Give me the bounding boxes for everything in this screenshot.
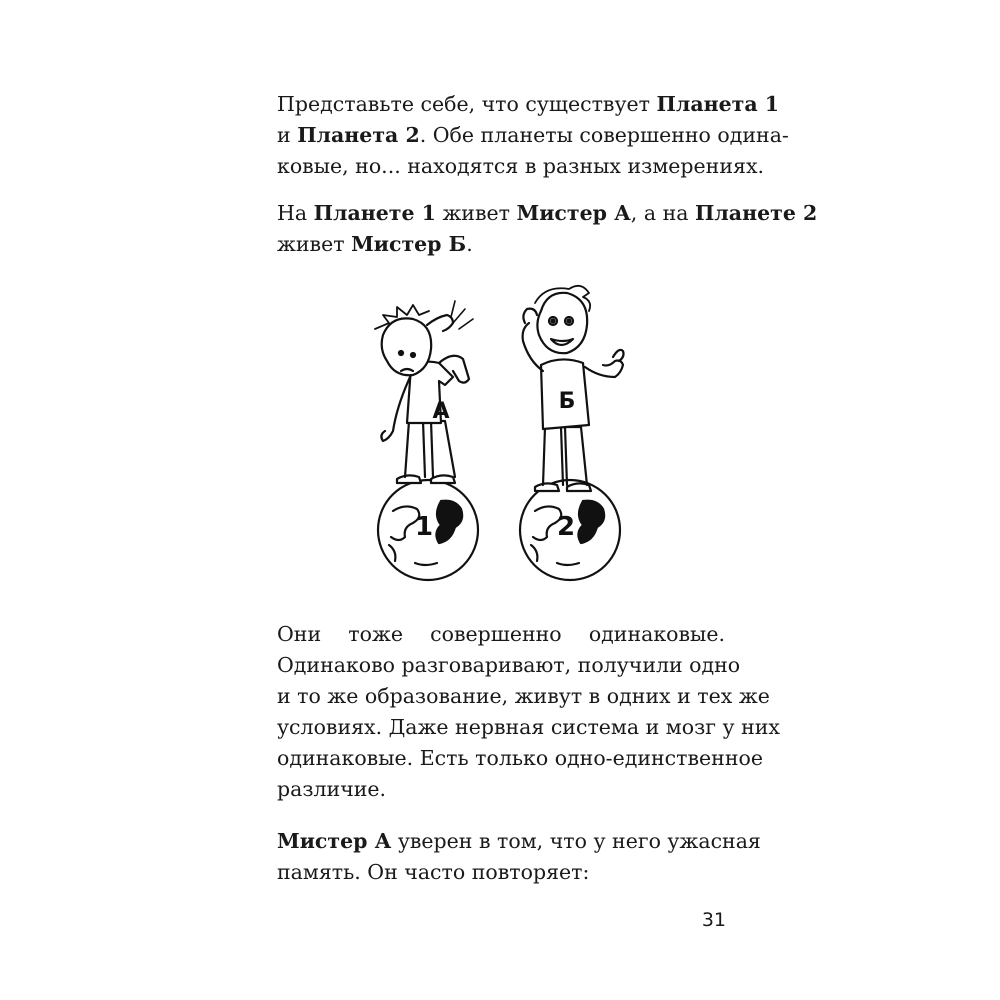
text-line: Одинаково разговаривают, получили одно (277, 653, 741, 677)
text-line: память. Он часто повторяет: (277, 860, 590, 884)
page-number: 31 (701, 909, 726, 931)
text-line (277, 120, 789, 151)
person-b-label: Б (558, 389, 576, 414)
text-line: различие. (277, 777, 387, 801)
text-span: уверен в том, что у него ужасная (391, 829, 761, 853)
text-span: Представьте себе, что существует (277, 92, 657, 116)
text-line: и то же образование, живут в одних и тех же (277, 684, 770, 708)
text-span: , а на (630, 201, 695, 225)
text-line: Они тоже совершенно одинаковые. (277, 622, 725, 646)
text-span: . Обе планеты совершенно одина- (419, 123, 789, 147)
paragraph-identical (277, 619, 780, 805)
bold-term: Планете 2 (694, 201, 818, 225)
planet-2-label: 2 (556, 512, 576, 542)
bold-term: Планета 2 (297, 123, 420, 147)
text-line: ковые, но... находятся в разных измерениях. (277, 154, 765, 178)
text-span: На (277, 201, 314, 225)
text-span: и (277, 123, 298, 147)
bold-term: Планете 1 (313, 201, 436, 225)
paragraph-planets (277, 89, 789, 182)
bold-term: Планета 1 (656, 92, 780, 116)
bold-term: Мистер А (277, 829, 392, 853)
text-line (277, 89, 780, 120)
text-span: . (466, 232, 473, 256)
paragraph-memory (277, 826, 761, 888)
paragraph-misters (277, 198, 818, 260)
text-line (277, 198, 818, 229)
text-span: живет (277, 232, 352, 256)
text-line (277, 826, 761, 857)
text-line: условиях. Даже нервная система и мозг у них (277, 715, 780, 739)
planet-1-label: 1 (414, 512, 434, 542)
person-a-label: А (432, 399, 450, 424)
illustration-two-men-on-planets (355, 283, 645, 583)
text-span: живет (435, 201, 517, 225)
person-a (375, 301, 473, 483)
bold-term: Мистер А (516, 201, 631, 225)
text-line: одинаковые. Есть только одно-единственное (277, 746, 763, 770)
bold-term: Мистер Б (351, 232, 467, 256)
text-line (277, 229, 725, 260)
